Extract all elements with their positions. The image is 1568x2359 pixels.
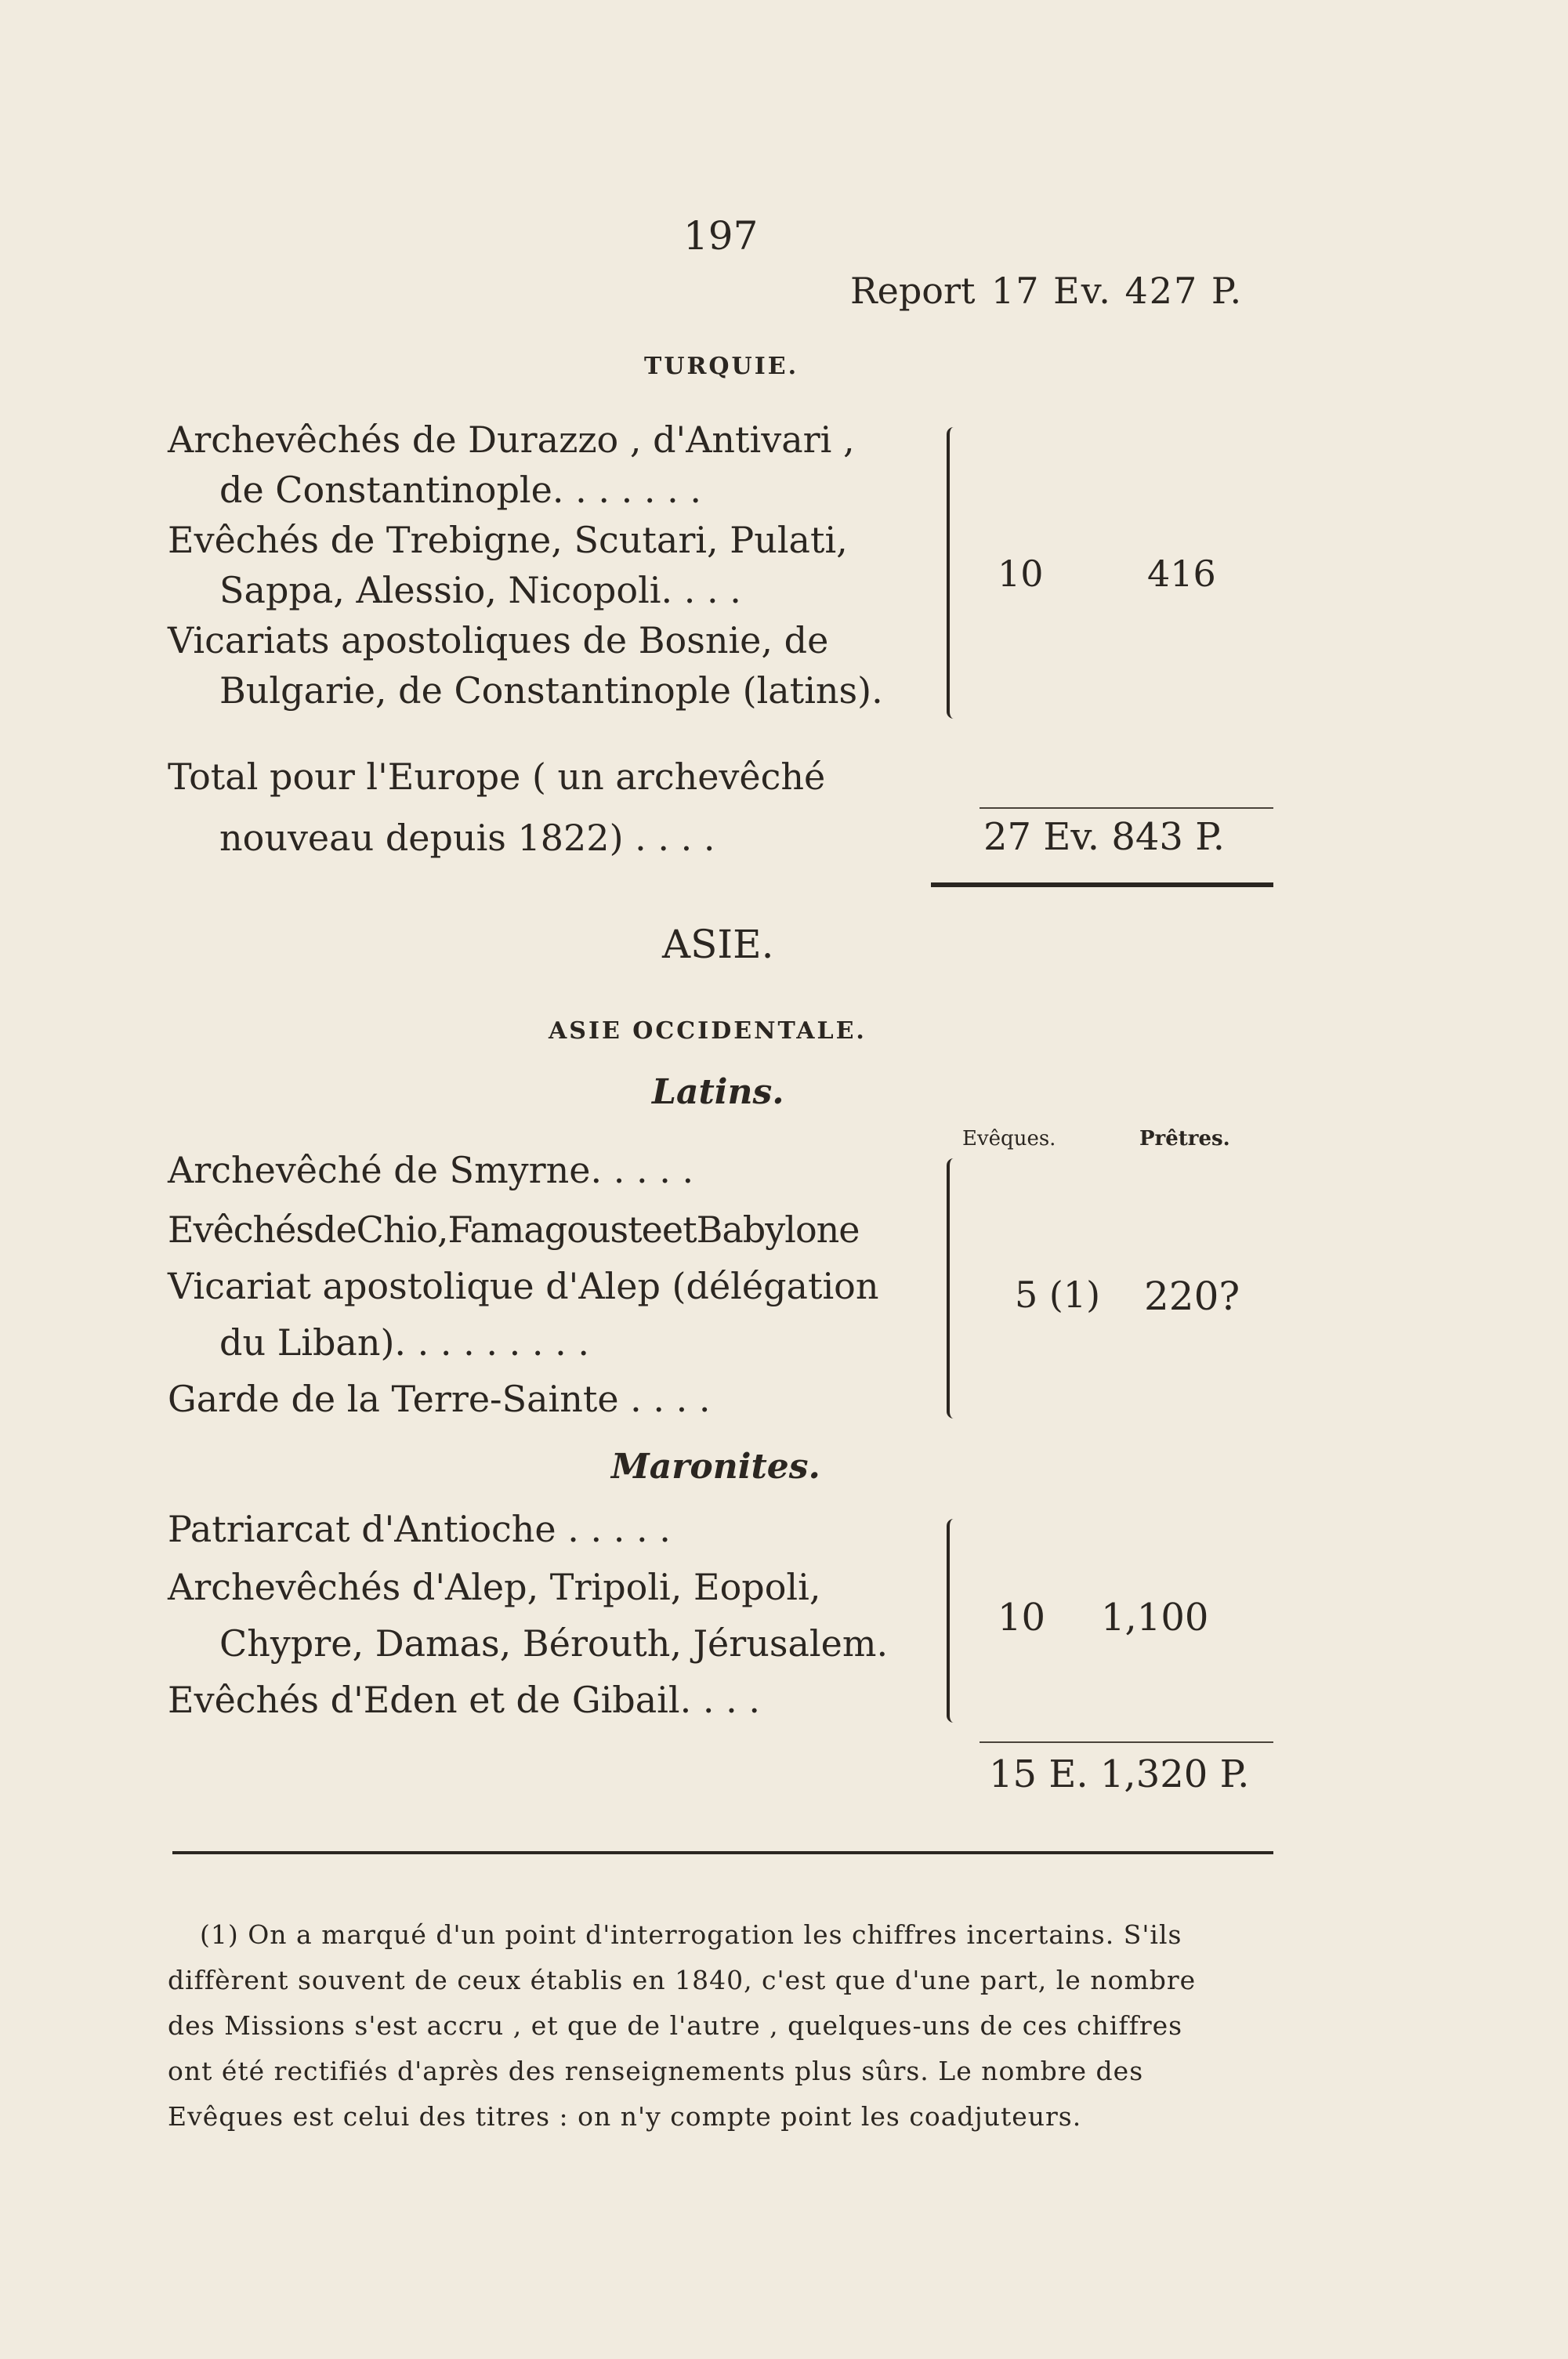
total-europe-rule (980, 807, 1273, 809)
footnote-line-3: des Missions s'est accru , et que de l'autre , quelques-uns de ces chiffres (168, 2010, 1183, 2041)
maronites-line-2: Archevêchés d'Alep, Tripoli, Eopoli, (168, 1566, 821, 1608)
asie-subheading: ASIE OCCIDENTALE. (549, 1017, 867, 1045)
footnote-line-1: (1) On a marqué d'un point d'interrogation les chiffres incertains. S'ils (200, 1919, 1182, 1950)
latins-line-4: du Liban). . . . . . . . . (219, 1321, 589, 1364)
turquie-line-2: de Constantinople. . . . . . . (219, 469, 701, 511)
latins-line-5: Garde de la Terre-Sainte . . . . (168, 1378, 711, 1420)
latins-bishops: 5 (1) (1015, 1274, 1101, 1316)
footnote-line-4: ont été rectifiés d'après des renseignements plus sûrs. Le nombre des (168, 2056, 1144, 2086)
report-label: Report (850, 270, 976, 312)
turquie-priests: 416 (1147, 553, 1216, 595)
maronites-heading: Maronites. (611, 1447, 820, 1487)
total-europe-line-2: nouveau depuis 1822) . . . . (219, 817, 715, 859)
maronites-priests: 1,100 (1101, 1596, 1209, 1640)
asie-heading: ASIE. (662, 922, 774, 967)
latins-line-1: Archevêché de Smyrne. . . . . (168, 1149, 694, 1191)
footnote-line-2: diffèrent souvent de ceux établis en 1840, c'est que d'une part, le nombre (168, 1965, 1197, 1995)
turquie-line-1: Archevêchés de Durazzo , d'Antivari , (168, 419, 855, 461)
total-europe-value: 27 Ev. 843 P. (983, 815, 1226, 859)
turquie-brace (947, 427, 961, 719)
turquie-line-4: Sappa, Alessio, Nicopoli. . . . (219, 569, 741, 611)
turquie-line-5: Vicariats apostoliques de Bosnie, de (168, 619, 829, 661)
turquie-line-6: Bulgarie, de Constantinople (latins). (219, 669, 883, 712)
footnote-rule (172, 1851, 1273, 1854)
latins-priests: 220? (1144, 1274, 1240, 1319)
turquie-bishops: 10 (998, 553, 1044, 595)
turquie-heading: TURQUIE. (644, 353, 799, 380)
latins-line-2: EvêchésdeChio,FamagousteetBabylone (168, 1208, 860, 1251)
report-value: 17 Ev. 427 P. (991, 270, 1244, 312)
maronites-line-1: Patriarcat d'Antioche . . . . . (168, 1508, 671, 1550)
asie-total-rule (980, 1741, 1273, 1743)
latins-heading: Latins. (652, 1072, 784, 1112)
europe-end-rule (931, 882, 1273, 887)
col-priests-label: Prêtres. (1139, 1127, 1230, 1151)
footnote-line-5: Evêques est celui des titres : on n'y compte point les coadjuteurs. (168, 2101, 1082, 2132)
col-bishops-label: Evêques. (962, 1127, 1056, 1151)
asie-total: 15 E. 1,320 P. (989, 1752, 1250, 1796)
latins-line-3: Vicariat apostolique d'Alep (délégation (168, 1265, 879, 1307)
maronites-brace (947, 1519, 961, 1723)
turquie-line-3: Evêchés de Trebigne, Scutari, Pulati, (168, 519, 848, 561)
maronites-line-3: Chypre, Damas, Bérouth, Jérusalem. (219, 1622, 889, 1665)
total-europe-line-1: Total pour l'Europe ( un archevêché (168, 756, 826, 798)
maronites-line-4: Evêchés d'Eden et de Gibail. . . . (168, 1679, 760, 1721)
maronites-bishops: 10 (998, 1596, 1046, 1640)
latins-brace (947, 1158, 961, 1419)
page-number: 197 (683, 213, 759, 259)
